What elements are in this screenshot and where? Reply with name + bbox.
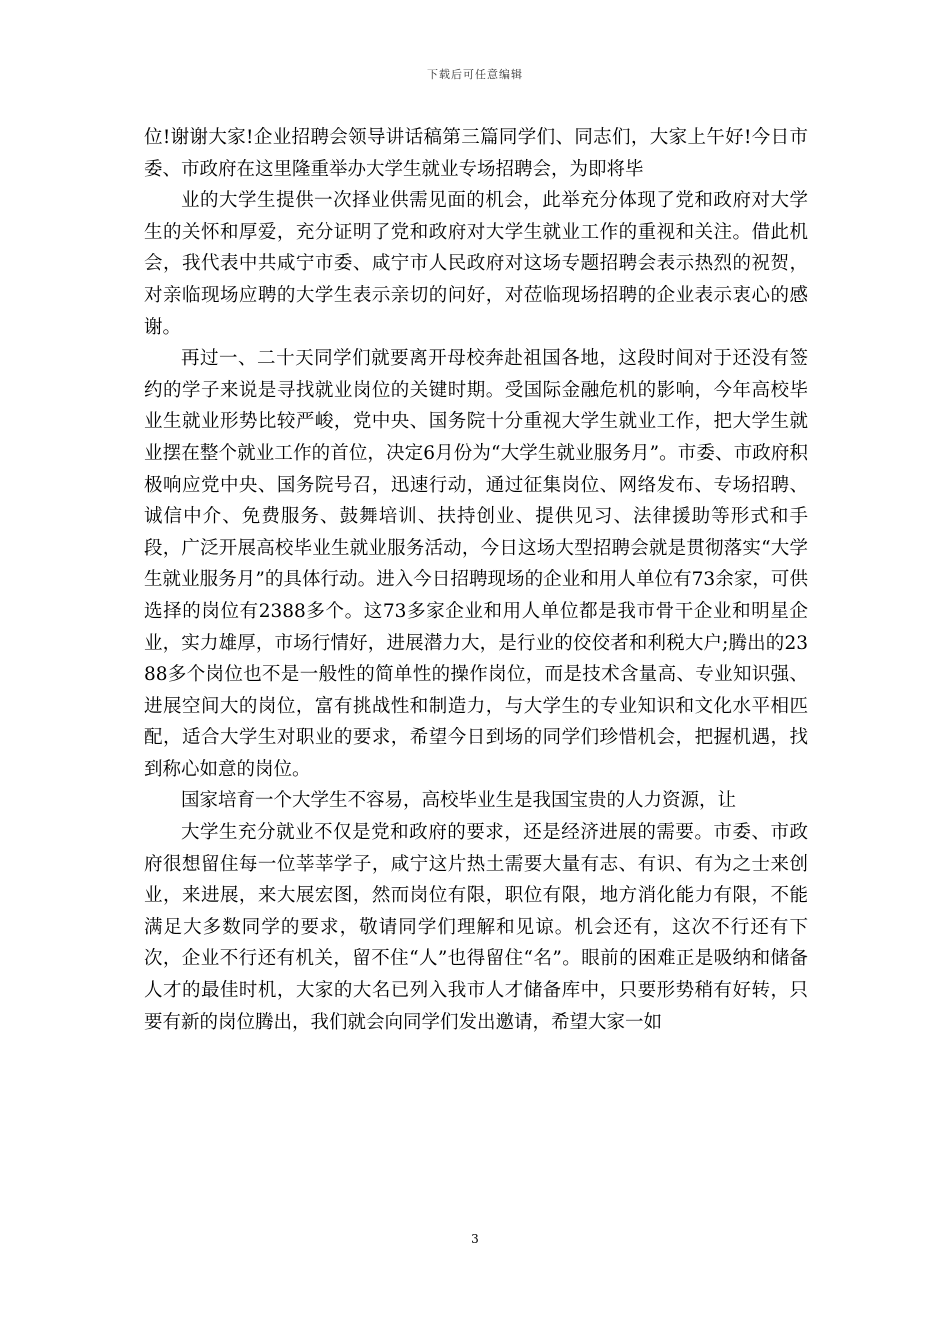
paragraph-4: 国家培育一个大学生不容易，高校毕业生是我国宝贵的人力资源，让 [181,790,737,812]
page-header: 下载后可任意编辑 [427,68,523,81]
paragraph-5: 大学生充分就业不仅是党和政府的要求，还是经济进展的需要。市委、市政府很想留住每一位莘莘学子，咸宁这片热土需要大量有志、有识、有为之士来创业，来进展，来大展宏图，然而岗位有限，职位有限，地方消化能力有限，不能满足大多数同学的要求，敬请同学们理解和见谅。机会还有，这次不行还有下次，企业不行还有机关，留不住“人”也得留住“名”。眼前的困难正是吸纳和储备人才的最佳时机，大家的大名已列入我市人才储备库中，只要形势稍有好转，只要有新的岗位腾出，我们就会向同学们发出邀请，希望大家一如 [144,822,808,1033]
document-body [144,122,808,1038]
paragraph-1: 位!谢谢大家!企业招聘会领导讲话稿第三篇同学们、同志们，大家上午好!今日市委、市政府在这里隆重举办大学生就业专场招聘会，为即将毕 [144,127,808,180]
page-number: 3 [471,1232,479,1246]
paragraph-2: 业的大学生提供一次择业供需见面的机会，此举充分体现了党和政府对大学生的关怀和厚爱，充分证明了党和政府对大学生就业工作的重视和关注。借此机会，我代表中共咸宁市委、咸宁市人民政府对这场专题招聘会表示热烈的祝贺，对亲临现场应聘的大学生表示亲切的问好，对莅临现场招聘的企业表示衷心的感谢。 [144,190,808,338]
paragraph-3: 再过一、二十天同学们就要离开母校奔赴祖国各地，这段时间对于还没有签约的学子来说是寻找就业岗位的关键时期。受国际金融危机的影响，今年高校毕业生就业形势比较严峻，党中央、国务院十分重视大学生就业工作，把大学生就业摆在整个就业工作的首位，决定6月份为“大学生就业服务月”。市委、市政府积极响应党中央、国务院号召，迅速行动，通过征集岗位、网络发布、专场招聘、诚信中介、免费服务、鼓舞培训、扶持创业、提供见习、法律援助等形式和手段，广泛开展高校毕业生就业服务活动，今日这场大型招聘会就是贯彻落实“大学生就业服务月”的具体行动。进入今日招聘现场的企业和用人单位有73余家，可供选择的岗位有2388多个。这73多家企业和用人单位都是我市骨干企业和明星企业，实力雄厚，市场行情好，进展潜力大，是行业的佼佼者和利税大户;腾出的2388多个岗位也不是一般性的简单性的操作岗位，而是技术含量高、专业知识强、进展空间大的岗位，富有挑战性和制造力，与大学生的专业知识和文化水平相匹配，适合大学生对职业的要求，希望今日到场的同学们珍惜机会，把握机遇，找到称心如意的岗位。 [144,348,808,780]
